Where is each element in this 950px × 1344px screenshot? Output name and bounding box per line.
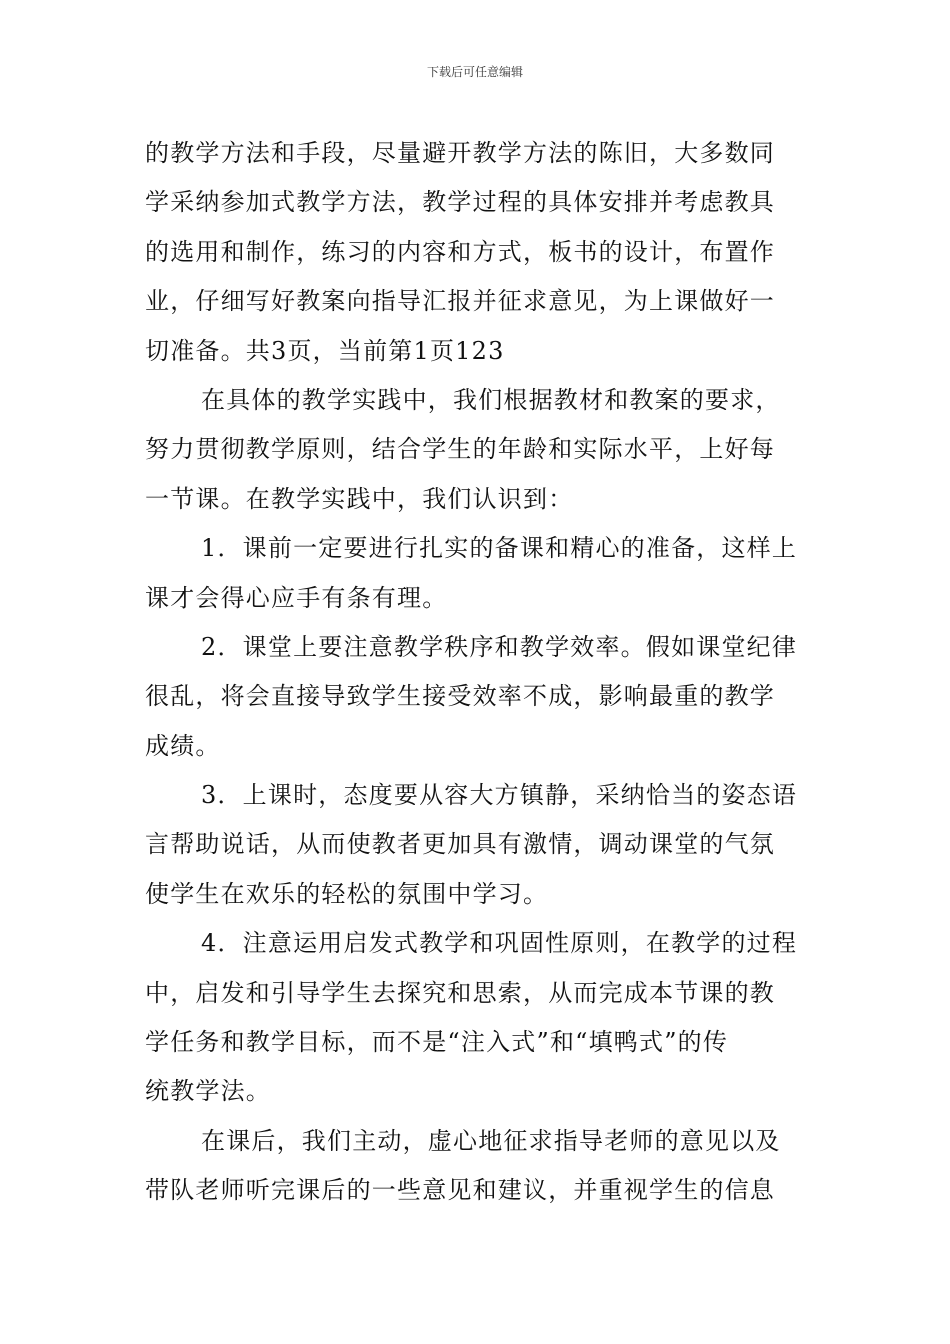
text-line: 学任务和教学目标，而不是“注入式”和“填鸭式”的传 bbox=[145, 1028, 729, 1057]
text-line: 统教学法。 bbox=[145, 1077, 271, 1106]
list-item-2-line: 2．课堂上要注意教学秩序和教学效率。假如课堂纪律 bbox=[201, 632, 798, 661]
body-text bbox=[145, 129, 807, 1216]
text-line: 课才会得心应手有条有理。 bbox=[145, 583, 448, 612]
text-line: 切准备。共3页，当前第1页123 bbox=[145, 336, 505, 365]
text-line: 的选用和制作，练习的内容和方式，板书的设计，布置作 bbox=[145, 237, 775, 266]
text-line: 一节课。在教学实践中，我们认识到： bbox=[145, 484, 574, 513]
list-item-4-line: 4．注意运用启发式教学和巩固性原则，在教学的过程 bbox=[201, 929, 798, 958]
text-line: 言帮助说话，从而使教者更加具有激情，调动课堂的气氛 bbox=[145, 830, 775, 859]
page-header: 下载后可任意编辑 bbox=[426, 65, 523, 79]
text-line: 成绩。 bbox=[145, 731, 221, 760]
paragraph-start-line: 在课后，我们主动，虚心地征求指导老师的意见以及 bbox=[201, 1126, 781, 1155]
list-item-3-line: 3．上课时，态度要从容大方镇静，采纳恰当的姿态语 bbox=[201, 781, 798, 810]
text-line: 业，仔细写好教案向指导汇报并征求意见，为上课做好一 bbox=[145, 287, 775, 316]
text-line: 中，启发和引导学生去探究和思索，从而完成本节课的教 bbox=[145, 978, 775, 1007]
text-line: 带队老师听完课后的一些意见和建议，并重视学生的信息 bbox=[145, 1176, 775, 1205]
text-line: 努力贯彻教学原则，结合学生的年龄和实际水平，上好每 bbox=[145, 435, 775, 464]
text-line: 学采纳参加式教学方法，教学过程的具体安排并考虑教具 bbox=[145, 188, 775, 217]
paragraph-start-line: 在具体的教学实践中，我们根据教材和教案的要求， bbox=[201, 385, 781, 414]
list-item-1-line: 1．课前一定要进行扎实的备课和精心的准备，这样上 bbox=[201, 534, 798, 563]
text-line: 使学生在欢乐的轻松的氛围中学习。 bbox=[145, 879, 549, 908]
text-line: 的教学方法和手段，尽量避开教学方法的陈旧，大多数同 bbox=[145, 139, 775, 167]
text-line: 很乱，将会直接导致学生接受效率不成，影响最重的教学 bbox=[145, 682, 775, 711]
